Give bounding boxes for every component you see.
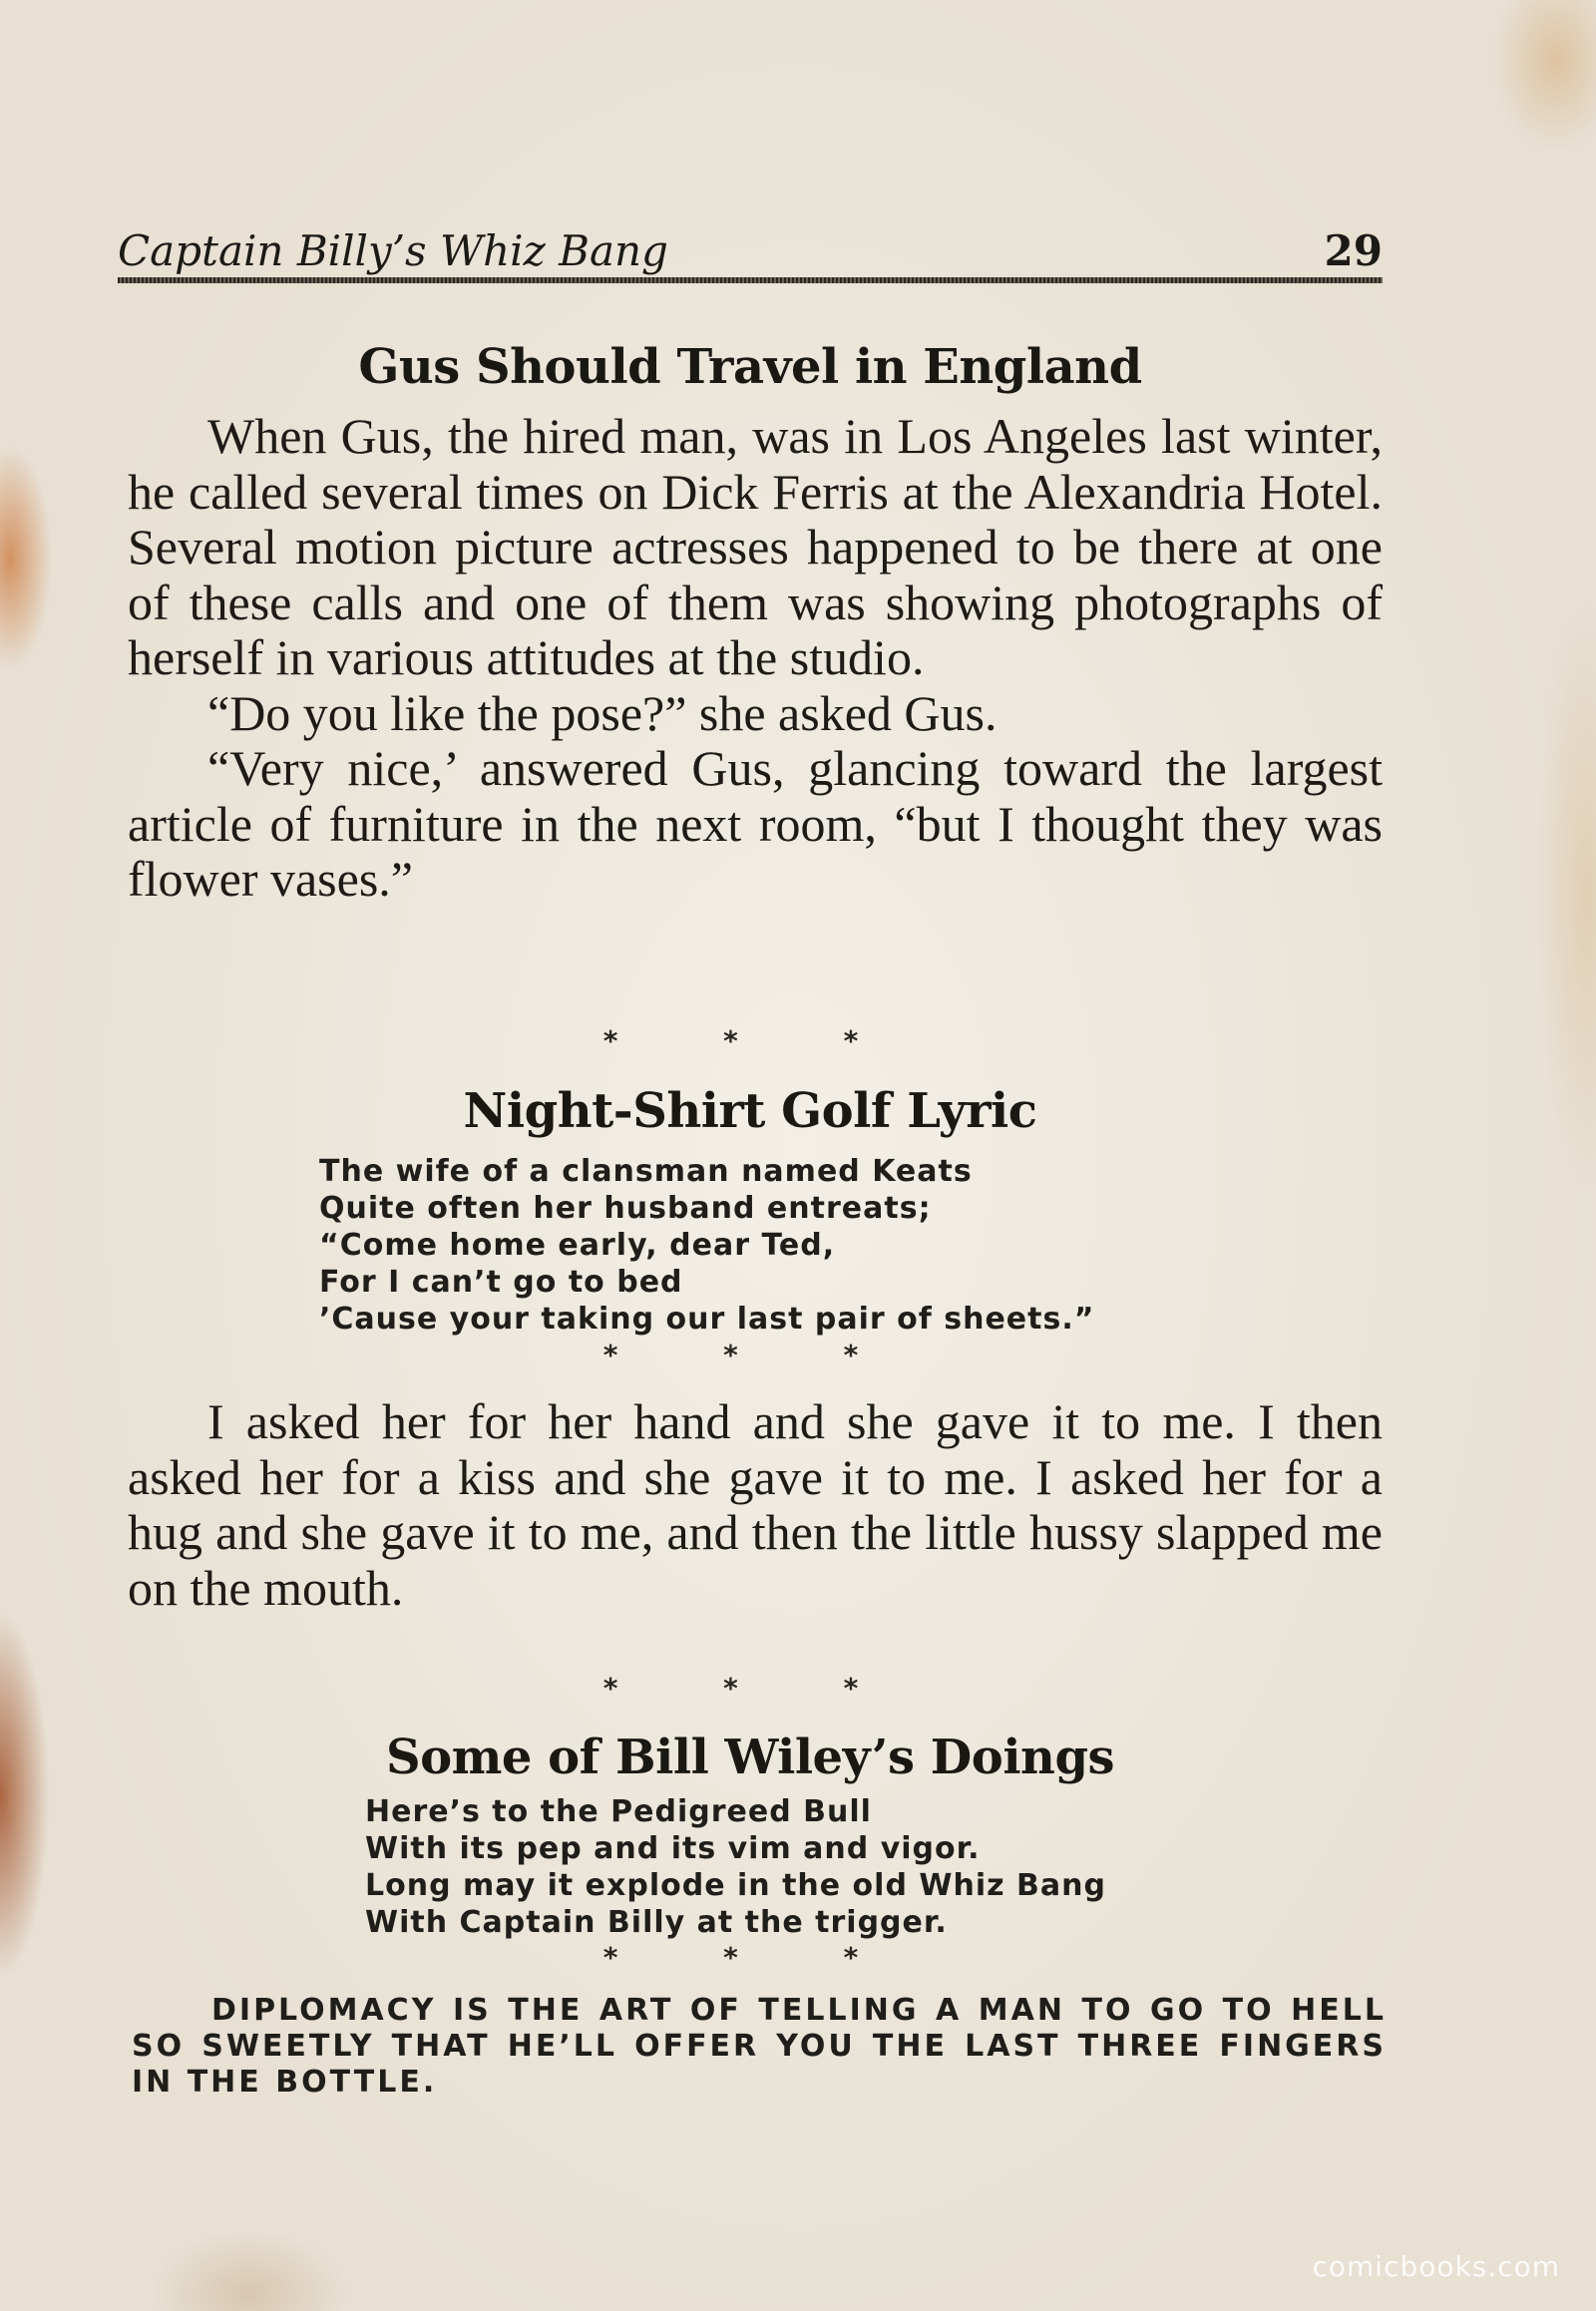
section-separator: * * * [602, 1024, 907, 1057]
verse-line: “Come home early, dear Ted, [319, 1228, 836, 1263]
verse-line: With Captain Billy at the trigger. [365, 1905, 948, 1940]
verse-line: Here’s to the Pedigreed Bull [365, 1794, 872, 1829]
source-watermark: comicbooks.com [1312, 2250, 1560, 2283]
verse-line: For I can’t go to bed [319, 1265, 683, 1300]
article-paragraph: I asked her for her hand and she gave it to me. I then asked her for a kiss and she gave it to me. I asked her for a hug and she gave it to me, and then the little hussy slapped me on the mouth. [128, 1393, 1383, 1616]
section-separator: * * * [602, 1339, 907, 1371]
running-header [118, 221, 1383, 283]
page-number: 29 [1324, 226, 1383, 275]
article-body-gus [128, 409, 1383, 908]
epigram-text: DIPLOMACY IS THE ART OF TELLING A MAN TO GO TO HELL SO SWEETLY THAT HE’LL OFFER YOU THE LAST THREE FINGERS IN THE BOTTLE. [132, 1993, 1387, 2100]
article-title-golf-lyric: Night-Shirt Golf Lyric [463, 1083, 1037, 1139]
golf-lyric-verse [319, 1153, 1094, 1338]
article-paragraph: When Gus, the hired man, was in Los Angeles last winter, he called several times on Dick Ferris at the Alexandria Hotel. Several motion picture actresses happened to be there at one of these calls and one of them was showing photographs of herself in various attitudes at the studio. [128, 408, 1383, 685]
section-separator: * * * [602, 1672, 907, 1705]
diplomacy-epigram [132, 1993, 1387, 2101]
bill-wiley-verse [365, 1793, 1106, 1941]
verse-line: Quite often her husband entreats; [319, 1191, 932, 1226]
header-rule [118, 277, 1383, 283]
article-title-gus: Gus Should Travel in England [358, 339, 1142, 395]
article-paragraph: “Very nice,’ answered Gus, glancing toward the largest article of furniture in the next room, “but I thought they was flower vases.” [128, 740, 1383, 907]
article-title-bill-wiley: Some of Bill Wiley’s Doings [385, 1730, 1115, 1785]
verse-line: With its pep and its vim and vigor. [365, 1831, 981, 1866]
article-paragraph: “Do you like the pose?” she asked Gus. [207, 684, 998, 741]
article-body-hand [128, 1394, 1383, 1616]
verse-line: ’Cause your taking our last pair of sheets.” [319, 1302, 1095, 1337]
verse-line: Long may it explode in the old Whiz Bang [365, 1868, 1106, 1903]
magazine-title: Captain Billy’s Whiz Bang [118, 226, 668, 275]
section-separator: * * * [602, 1941, 907, 1974]
verse-line: The wife of a clansman named Keats [319, 1154, 973, 1189]
